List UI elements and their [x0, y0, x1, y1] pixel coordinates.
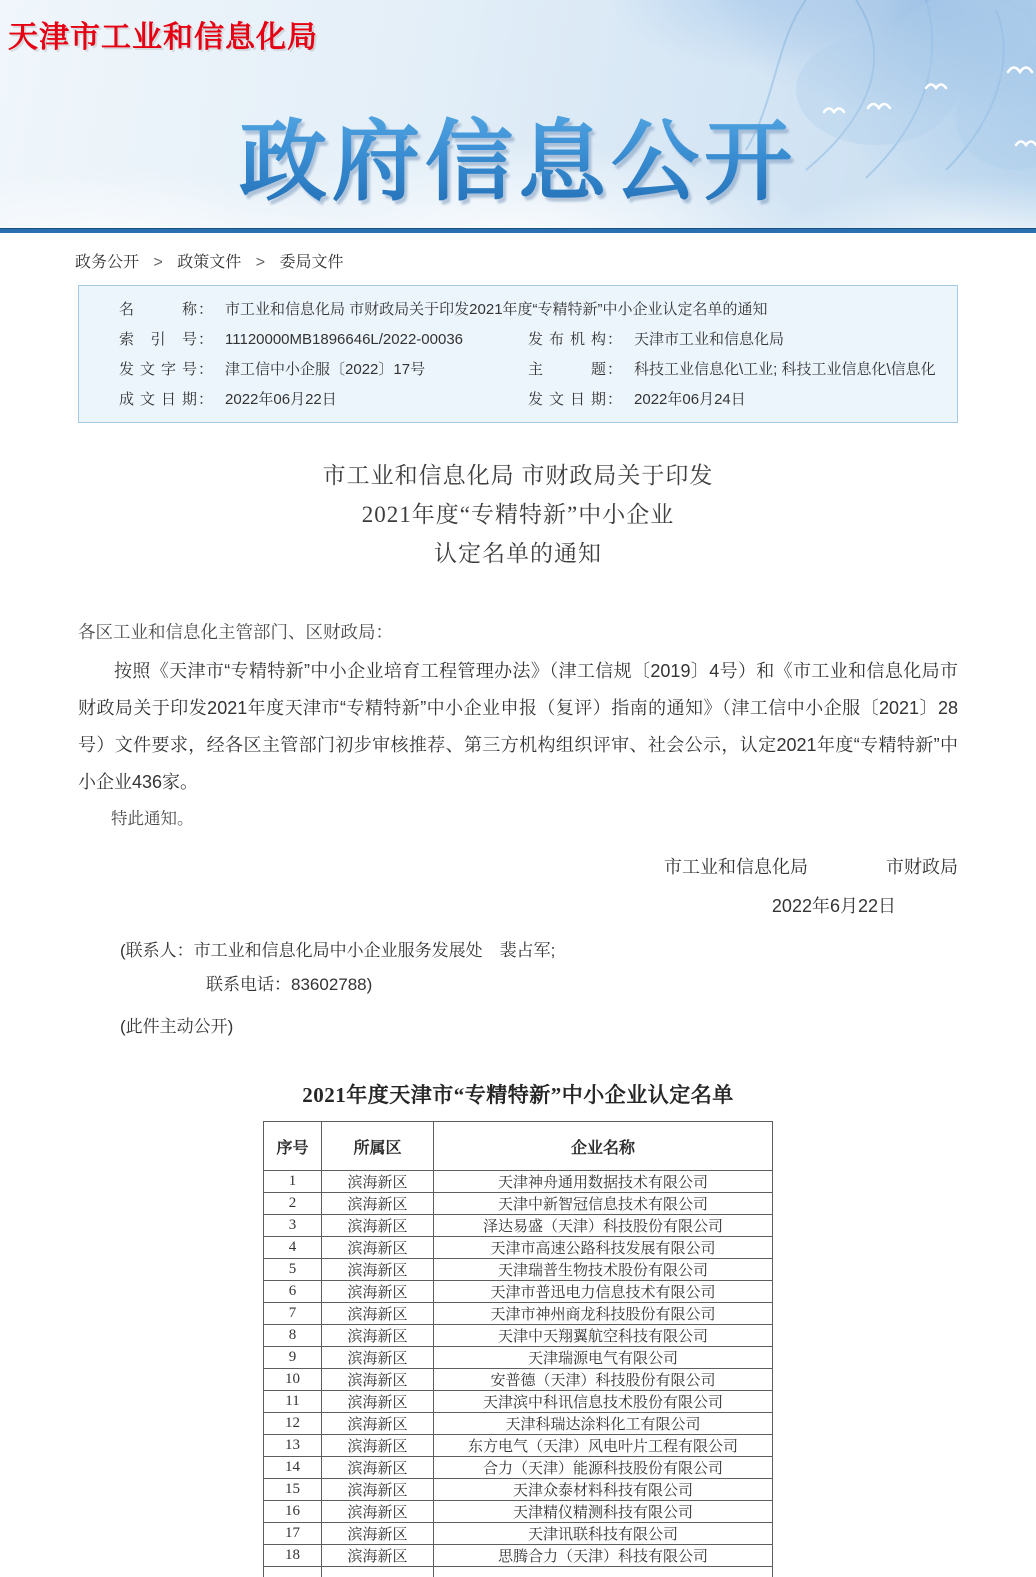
table-row [264, 1215, 773, 1237]
company-name-cell: 泽达易盛（天津）科技股份有限公司 [434, 1215, 773, 1237]
meta-colon: ： [198, 391, 214, 408]
row-number-cell [264, 1567, 322, 1577]
row-number-cell: 5 [264, 1259, 322, 1281]
table-row [264, 1391, 773, 1413]
row-number-cell: 14 [264, 1457, 322, 1479]
table-row [264, 1171, 773, 1193]
district-cell: 滨海新区 [322, 1523, 434, 1545]
table-row [264, 1501, 773, 1523]
meta-agency-value: 天津市工业和信息化局 [634, 331, 785, 348]
company-name-cell: 天津中天翔翼航空科技有限公司 [434, 1325, 773, 1347]
row-number-cell: 7 [264, 1303, 322, 1325]
district-cell [322, 1567, 434, 1577]
district-cell: 滨海新区 [322, 1347, 434, 1369]
company-name-cell: 思腾合力（天津）科技有限公司 [434, 1545, 773, 1567]
company-name-cell: 东方电气（天津）风电叶片工程有限公司 [434, 1435, 773, 1457]
blue-divider-line [0, 228, 1036, 233]
table-row [264, 1479, 773, 1501]
row-number-cell: 6 [264, 1281, 322, 1303]
table-row [264, 1193, 773, 1215]
signature-org-2: 市财政局 [886, 857, 958, 877]
company-name-cell: 天津神舟通用数据技术有限公司 [434, 1171, 773, 1193]
table-row [264, 1281, 773, 1303]
district-cell: 滨海新区 [322, 1237, 434, 1259]
company-name-cell: 安普德（天津）科技股份有限公司 [434, 1369, 773, 1391]
document-meta-box [78, 285, 958, 423]
table-row [264, 1435, 773, 1457]
table-header-row [264, 1122, 773, 1171]
meta-pub-date-label: 发文日期 [528, 391, 606, 408]
row-number-cell: 15 [264, 1479, 322, 1501]
breadcrumb-item-weijuwenjian[interactable]: 委局文件 [279, 254, 344, 271]
meta-index-value: 11120000MB1896646L/2022-00036 [225, 331, 464, 348]
company-name-cell [434, 1567, 773, 1577]
company-table-body [264, 1171, 773, 1577]
district-cell: 滨海新区 [322, 1457, 434, 1479]
district-cell: 滨海新区 [322, 1545, 434, 1567]
row-number-cell: 16 [264, 1501, 322, 1523]
table-row [264, 1369, 773, 1391]
meta-index-label: 索引号 [119, 331, 197, 348]
header-district: 所属区 [322, 1122, 434, 1171]
meta-made-date-value: 2022年06月22日 [225, 391, 337, 408]
header-serial-number: 序号 [264, 1122, 322, 1171]
table-row [264, 1259, 773, 1281]
contact-phone-line: 联系电话：83602788) [206, 975, 373, 994]
row-number-cell: 9 [264, 1347, 322, 1369]
table-row [264, 1457, 773, 1479]
table-row [264, 1347, 773, 1369]
signature-org-1: 市工业和信息化局 [664, 857, 808, 877]
row-number-cell: 10 [264, 1369, 322, 1391]
signature-block [78, 853, 958, 918]
meta-colon: ： [607, 331, 623, 348]
breadcrumb-separator: > [255, 254, 266, 271]
disclosure-line: (此件主动公开) [120, 1017, 234, 1036]
banner-title: 政府信息公开 [0, 92, 1036, 218]
district-cell: 滨海新区 [322, 1193, 434, 1215]
header-company-name: 企业名称 [434, 1122, 773, 1171]
company-name-cell: 天津讯联科技有限公司 [434, 1523, 773, 1545]
district-cell: 滨海新区 [322, 1391, 434, 1413]
district-cell: 滨海新区 [322, 1171, 434, 1193]
district-cell: 滨海新区 [322, 1259, 434, 1281]
table-row [264, 1303, 773, 1325]
meta-colon: ： [607, 361, 623, 378]
meta-colon: ： [607, 391, 623, 408]
contact-person-line: (联系人：市工业和信息化局中小企业服务发展处 裴占军; [120, 941, 556, 960]
table-row [264, 1523, 773, 1545]
main-paragraph: 按照《天津市“专精特新”中小企业培育工程管理办法》（津工信规〔2019〕4号）和《市工业和信息化局市财政局关于印发2021年度天津市“专精特新”中小企业申报（复评）指南的通知》（津工信中小企服〔2021〕28号）文件要求，经各区主管部门初步审核推荐、第三方机构组织评审、社会公示，认定2021年度“专精特新”中小企业436家。 [78, 661, 958, 792]
meta-docnum-label: 发文字号 [119, 361, 197, 378]
district-cell: 滨海新区 [322, 1281, 434, 1303]
document-title-line: 认定名单的通知 [434, 541, 602, 566]
breadcrumb [75, 249, 1036, 272]
salutation: 各区工业和信息化主管部门、区财政局： [78, 622, 393, 642]
table-row [264, 1237, 773, 1259]
company-name-cell: 天津市高速公路科技发展有限公司 [434, 1237, 773, 1259]
document-title-line: 2021年度“专精特新”中小企业 [361, 502, 675, 527]
row-number-cell: 2 [264, 1193, 322, 1215]
meta-name-value: 市工业和信息化局 市财政局关于印发2021年度“专精特新”中小企业认定名单的通知 [225, 301, 768, 318]
signature-date: 2022年6月22日 [771, 896, 896, 916]
table-row-clipped [264, 1567, 773, 1577]
meta-colon: ： [198, 331, 214, 348]
row-number-cell: 12 [264, 1413, 322, 1435]
district-cell: 滨海新区 [322, 1325, 434, 1347]
company-name-cell: 天津滨中科讯信息技术股份有限公司 [434, 1391, 773, 1413]
row-number-cell: 11 [264, 1391, 322, 1413]
district-cell: 滨海新区 [322, 1413, 434, 1435]
breadcrumb-item-zhengwugongkai[interactable]: 政务公开 [75, 254, 140, 271]
meta-topic-value: 科技工业信息化\工业; 科技工业信息化\信息化 [634, 361, 936, 378]
district-cell: 滨海新区 [322, 1501, 434, 1523]
company-name-cell: 天津众泰材料科技有限公司 [434, 1479, 773, 1501]
company-name-cell: 合力（天津）能源科技股份有限公司 [434, 1457, 773, 1479]
company-table [263, 1121, 773, 1577]
breadcrumb-separator: > [153, 254, 163, 271]
meta-colon: ： [198, 361, 214, 378]
district-cell: 滨海新区 [322, 1303, 434, 1325]
district-cell: 滨海新区 [322, 1215, 434, 1237]
row-number-cell: 18 [264, 1545, 322, 1567]
document-title [0, 456, 1036, 573]
meta-topic-label: 主题 [528, 361, 606, 378]
row-number-cell: 1 [264, 1171, 322, 1193]
company-name-cell: 天津精仪精测科技有限公司 [434, 1501, 773, 1523]
notice-line: 特此通知。 [111, 809, 194, 828]
site-name: 天津市工业和信息化局 [8, 21, 318, 54]
page-banner [0, 0, 1036, 228]
company-name-cell: 天津中新智冠信息技术有限公司 [434, 1193, 773, 1215]
district-cell: 滨海新区 [322, 1435, 434, 1457]
row-number-cell: 17 [264, 1523, 322, 1545]
row-number-cell: 13 [264, 1435, 322, 1457]
row-number-cell: 3 [264, 1215, 322, 1237]
company-name-cell: 天津科瑞达涂料化工有限公司 [434, 1413, 773, 1435]
meta-name-label: 名称 [119, 301, 197, 318]
row-number-cell: 4 [264, 1237, 322, 1259]
company-name-cell: 天津瑞源电气有限公司 [434, 1347, 773, 1369]
table-row [264, 1413, 773, 1435]
district-cell: 滨海新区 [322, 1369, 434, 1391]
meta-pub-date-value: 2022年06月24日 [634, 391, 746, 408]
district-cell: 滨海新区 [322, 1479, 434, 1501]
meta-agency-label: 发布机构 [528, 331, 606, 348]
breadcrumb-item-zhengcewenjian[interactable]: 政策文件 [177, 254, 242, 271]
document-title-line: 市工业和信息化局 市财政局关于印发 [322, 463, 714, 488]
meta-made-date-label: 成文日期 [119, 391, 197, 408]
table-row [264, 1325, 773, 1347]
table-row [264, 1545, 773, 1567]
meta-colon: ： [198, 301, 214, 318]
company-name-cell: 天津市普迅电力信息技术有限公司 [434, 1281, 773, 1303]
row-number-cell: 8 [264, 1325, 322, 1347]
company-table-title: 2021年度天津市“专精特新”中小企业认定名单 [302, 1083, 734, 1107]
company-name-cell: 天津瑞普生物技术股份有限公司 [434, 1259, 773, 1281]
contact-block [120, 934, 958, 1002]
document-body [78, 617, 958, 1577]
meta-docnum-value: 津工信中小企服〔2022〕17号 [225, 361, 426, 378]
company-name-cell: 天津市神州商龙科技股份有限公司 [434, 1303, 773, 1325]
